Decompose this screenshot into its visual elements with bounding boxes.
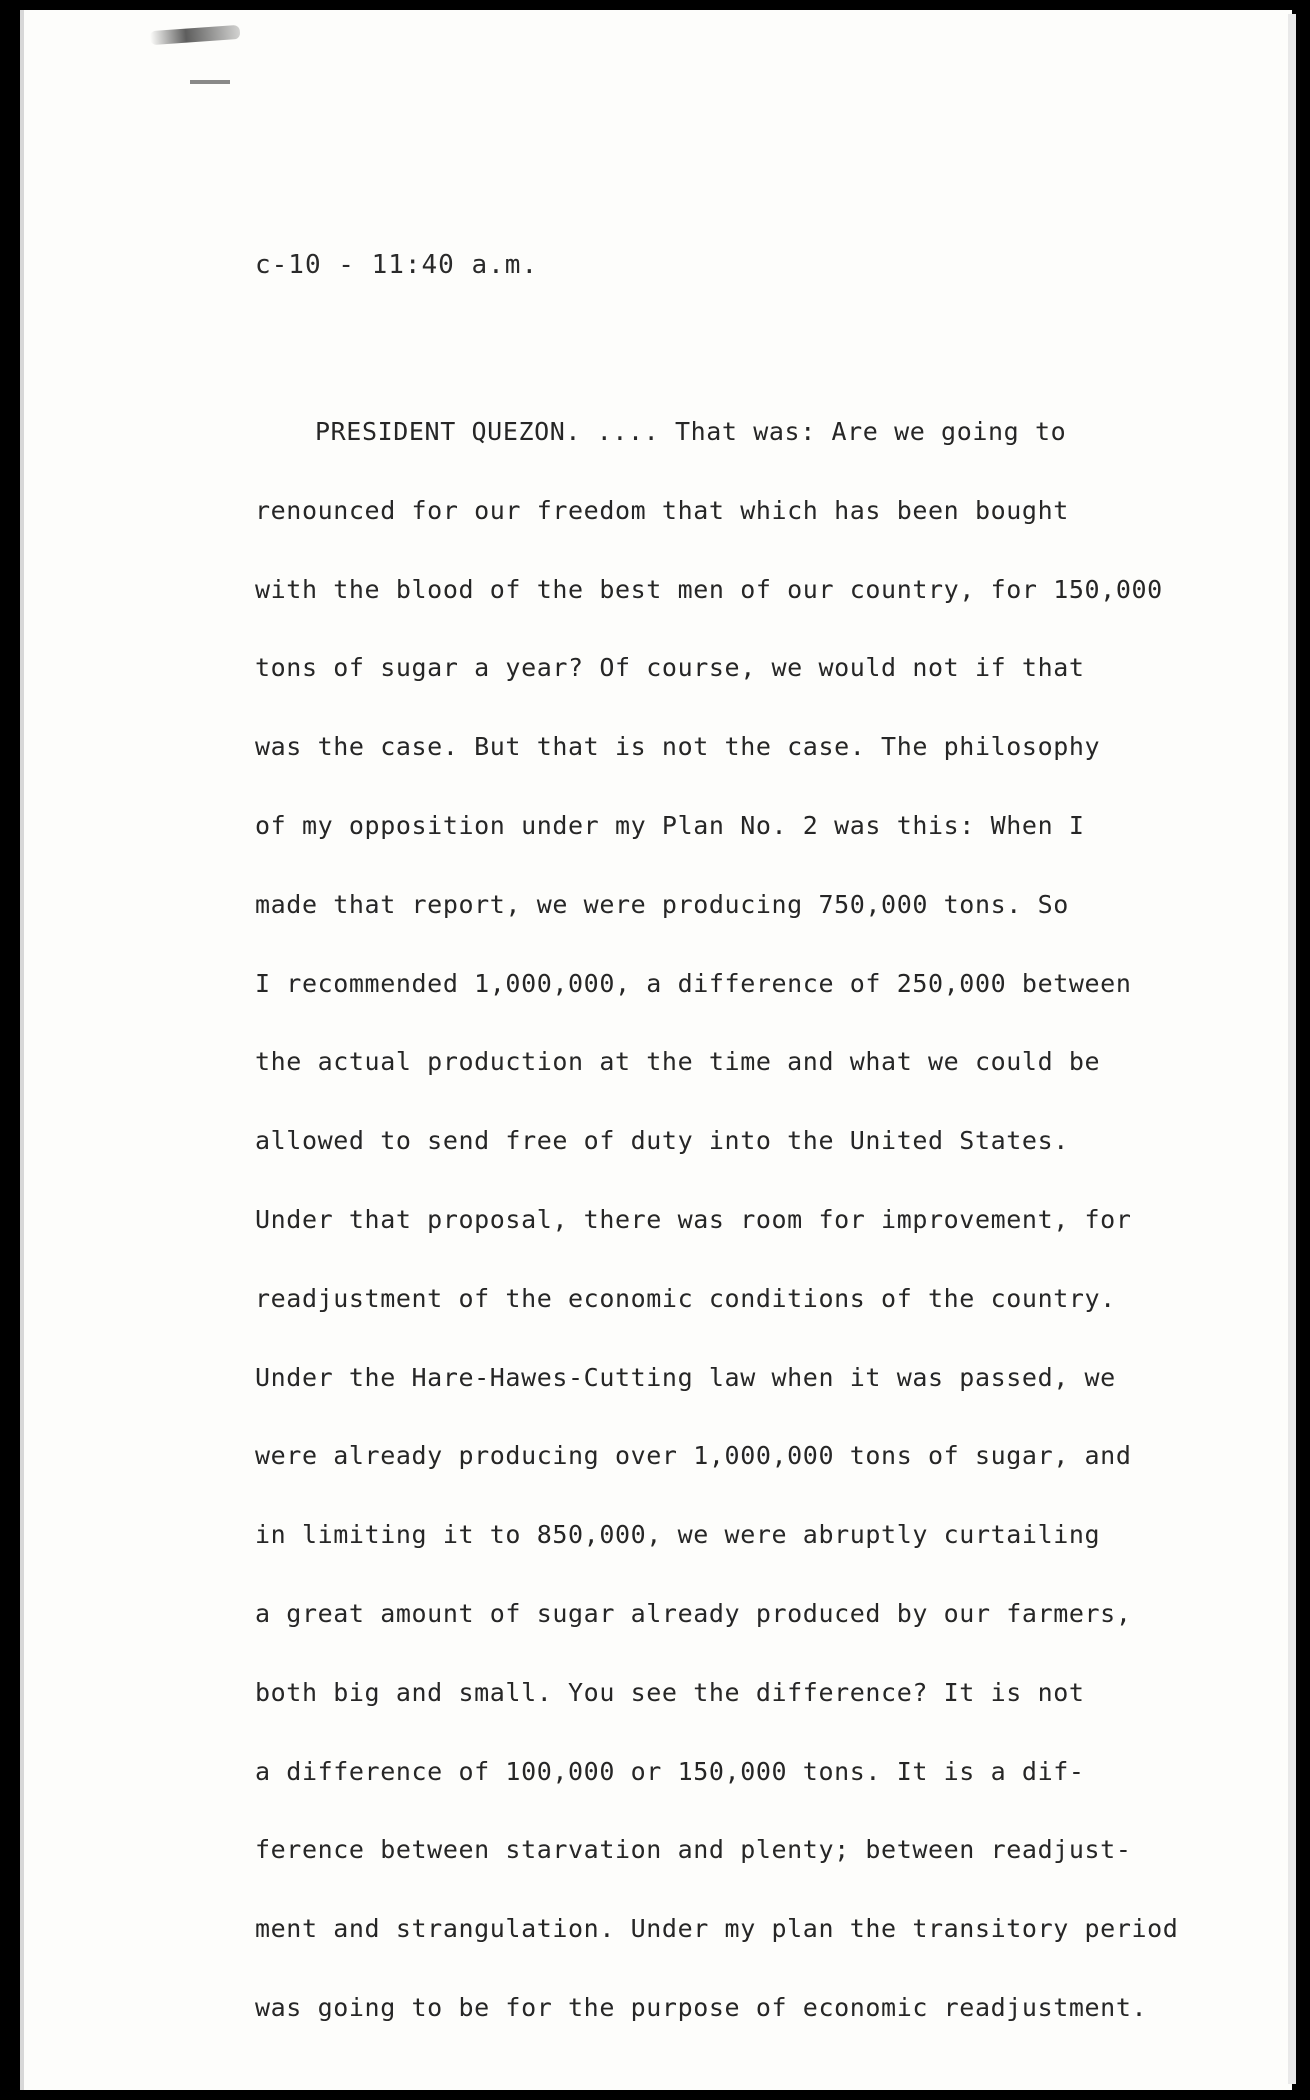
text-line: Under that proposal, there was room for improvement, for — [255, 1204, 1132, 1234]
text-line: readjustment of the economic conditions of the country. — [255, 1283, 1116, 1313]
ink-mark — [190, 80, 230, 84]
text-line: was going to be for the purpose of economic readjustment. — [255, 1992, 1148, 2022]
text-line: the actual production at the time and what we could be — [255, 1047, 1101, 1077]
text-line: in limiting it to 850,000, we were abruptly curtailing — [255, 1520, 1101, 1550]
text-line: PRESIDENT QUEZON. .... That was: Are we going to — [315, 417, 1067, 446]
text-line: renounced for our freedom that which has been bought — [255, 495, 1069, 525]
text-line: a difference of 100,000 or 150,000 tons. It is a dif- — [255, 1756, 1085, 1786]
text-line: both big and small. You see the difference? It is not — [255, 1677, 1085, 1707]
text-line: was the case. But that is not the case. The philosophy — [255, 732, 1101, 762]
text-line: were already producing over 1,000,000 tons of sugar, and — [255, 1441, 1132, 1471]
text-line: of my opposition under my Plan No. 2 was this: When I — [255, 810, 1085, 840]
text-line: Under the Hare-Hawes-Cutting law when it was passed, we — [255, 1362, 1116, 1392]
time-stamp: c-10 - 11:40 a.m. — [255, 250, 539, 280]
text-line: ference between starvation and plenty; between readjust- — [255, 1835, 1132, 1865]
text-line: with the blood of the best men of our country, for 150,000 — [255, 574, 1163, 604]
text-line: I recommended 1,000,000, a difference of 250,000 between — [255, 968, 1132, 998]
text-line: ment and strangulation. Under my plan the transitory period — [255, 1914, 1179, 1944]
text-line: tons of sugar a year? Of course, we would not if that — [255, 653, 1085, 683]
page-edge — [1288, 14, 1296, 2084]
text-line: allowed to send free of duty into the United States. — [255, 1126, 1069, 1156]
text-line: made that report, we were producing 750,000 tons. So — [255, 889, 1069, 919]
text-line: a great amount of sugar already produced by our farmers, — [255, 1598, 1132, 1628]
transcript-body — [255, 407, 1195, 2062]
